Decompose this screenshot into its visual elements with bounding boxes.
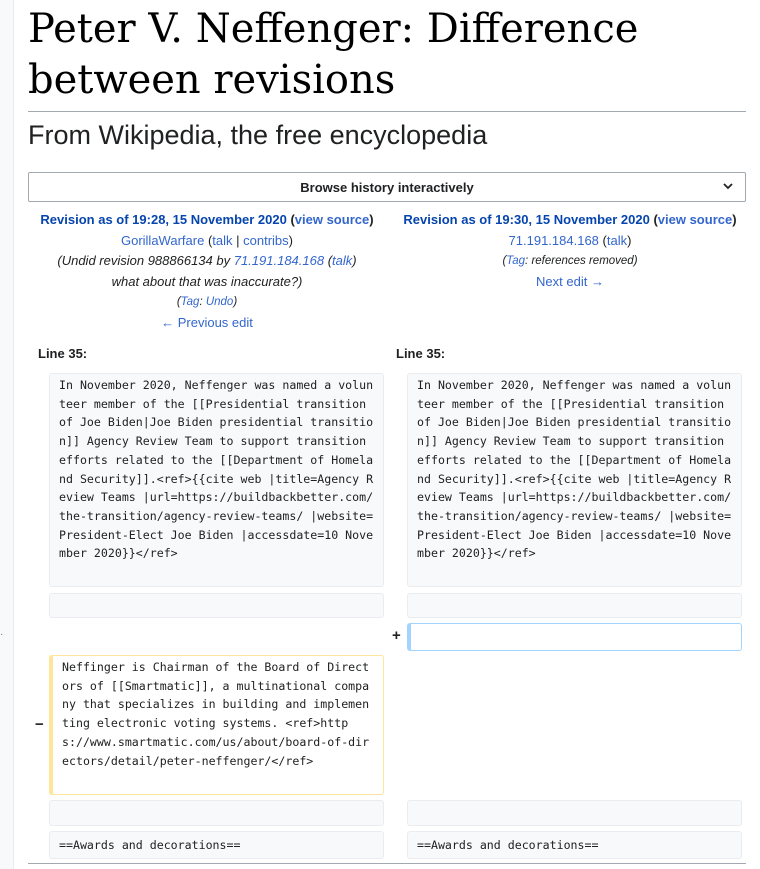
right-user-row: 71.191.184.168 (talk) — [508, 232, 632, 248]
left-user-talk-link[interactable]: talk — [212, 232, 233, 248]
right-revision-header — [395, 210, 745, 292]
left-user-row: GorillaWarfare (talk | contribs) — [120, 232, 293, 248]
left-revision-link[interactable]: Revision as of 19:28, 15 November 2020 — [40, 212, 287, 227]
left-context-block: In November 2020, Neffenger was named a volunteer member of the [[Presidential transition of Joe Biden|Joe Biden presidential transition]] Agency Review Team to support transition efforts related to the [[Department of Homeland Security]].<ref>{{cite web |title=Agency Review Teams |url=https://buildbackbetter.com/the-transition/agency-review-teams/ |website=President-Elect Joe Biden |accessdate=10 November 2020}}</ref> — [49, 373, 384, 587]
added-empty-line — [407, 623, 742, 651]
right-view-source-link[interactable]: view source — [657, 212, 733, 227]
added-line-marker: + — [392, 627, 401, 644]
left-tag-link[interactable]: Tag — [180, 296, 200, 308]
removed-block: Neffinger is Chairman of the Board of Directors of [[Smartmatic]], a multinational company that specializes in building and implementing electronic voting systems. <ref>https://www.smartmatic.com/us/about/board-of-directors/detail/peter-neffenger/</ref> — [49, 655, 384, 795]
removed-line-marker: − — [35, 716, 44, 733]
right-revision-link[interactable]: Revision as of 19:30, 15 November 2020 — [403, 212, 650, 227]
right-tag-link[interactable]: Tag — [506, 255, 526, 267]
paren: ) — [369, 212, 374, 227]
page-subtitle: From Wikipedia, the free encyclopedia — [28, 120, 488, 150]
left-line-number: Line 35: — [38, 346, 88, 361]
tag-paren: ( — [502, 255, 507, 267]
chevron-down-icon — [721, 179, 735, 193]
right-user-talk-link[interactable]: talk — [606, 232, 628, 248]
left-edit-summary: (Undid revision 988866134 by 71.191.184.168 (talk) what about that was inaccurate?) — [57, 253, 357, 289]
left-revision-header — [28, 210, 386, 333]
right-revision-title-row — [395, 210, 745, 231]
left-user-contribs-link[interactable]: contribs — [243, 232, 289, 248]
left-heading-context: ==Awards and decorations== — [49, 831, 384, 859]
right-empty-context — [407, 593, 742, 618]
left-revision-title-row — [28, 210, 386, 231]
previous-edit-link[interactable]: ← Previous edit — [161, 314, 253, 330]
summary-talk-link[interactable]: talk — [332, 253, 353, 268]
summary-text-end: ) what about that was inaccurate?) — [111, 253, 357, 289]
paren: ) — [732, 212, 737, 227]
tag-colon: : — [199, 296, 206, 308]
left-margin — [0, 0, 14, 869]
left-empty-context — [49, 593, 384, 618]
separator: | — [232, 232, 244, 248]
right-heading-context: ==Awards and decorations== — [407, 831, 742, 859]
tag-paren: ( — [176, 296, 181, 308]
browse-history-button[interactable] — [28, 172, 746, 202]
right-user-link[interactable]: 71.191.184.168 — [508, 232, 599, 248]
right-tag-value: references removed — [531, 255, 634, 267]
tag-paren: ) — [233, 296, 238, 308]
tag-colon: : — [525, 255, 532, 267]
left-tag-row — [28, 292, 386, 313]
right-line-number: Line 35: — [396, 346, 446, 361]
paren: ( — [649, 212, 658, 227]
right-context-block: In November 2020, Neffenger was named a volunteer member of the [[Presidential transition of Joe Biden|Joe Biden presidential transition]] Agency Review Team to support transition efforts related to the [[Department of Homeland Security]].<ref>{{cite web |title=Agency Review Teams |url=https://buildbackbetter.com/the-transition/agency-review-teams/ |website=President-Elect Joe Biden |accessdate=10 November 2020}}</ref> — [407, 373, 742, 587]
left-user-link[interactable]: GorillaWarfare — [120, 232, 205, 248]
right-empty-context-2 — [407, 800, 742, 826]
bottom-divider — [28, 863, 746, 864]
left-tag-value-link[interactable]: Undo — [205, 296, 234, 308]
summary-text: (Undid revision 988866134 by — [57, 253, 234, 268]
paren: ( — [286, 212, 295, 227]
left-view-source-link[interactable]: view source — [294, 212, 370, 227]
next-edit-link[interactable]: Next edit → — [536, 273, 604, 289]
margin-marker: · — [0, 629, 4, 640]
right-tag-row — [395, 251, 745, 272]
page-title: Peter V. Neffenger: Difference between revisions — [28, 4, 746, 112]
browse-history-label: Browse history interactively — [300, 179, 474, 195]
summary-ip-link[interactable]: 71.191.184.168 — [233, 253, 325, 268]
tag-paren: ) — [633, 255, 638, 267]
left-empty-context-2 — [49, 800, 384, 826]
